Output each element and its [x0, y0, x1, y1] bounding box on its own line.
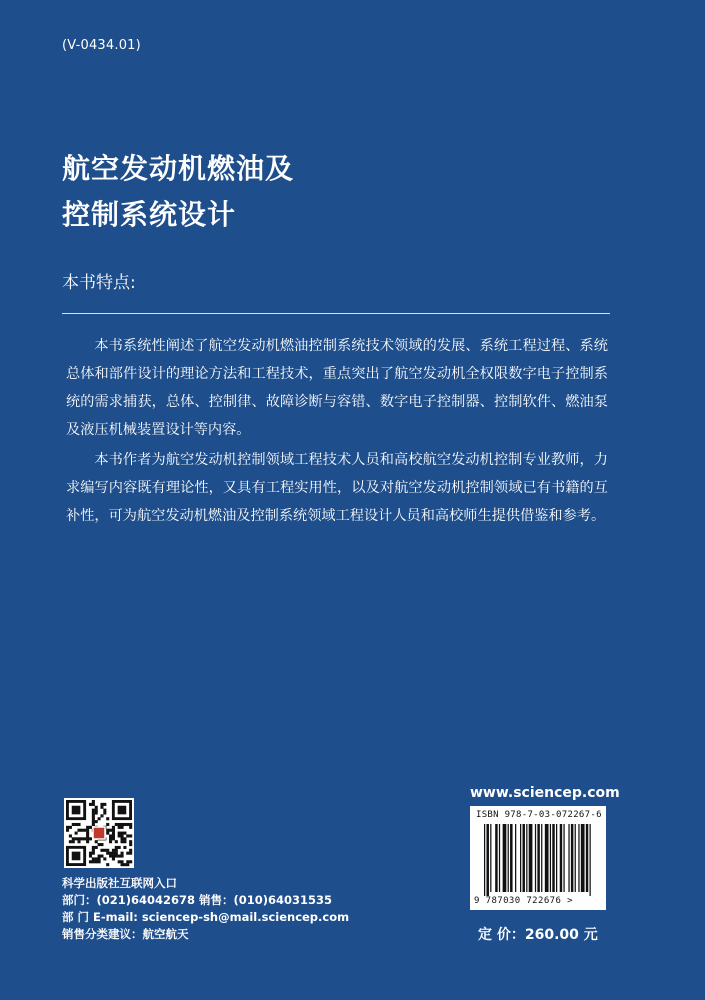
isbn-label: ISBN 978-7-03-072267-6: [476, 810, 602, 820]
barcode-digits: 9 787030 722676 >: [474, 896, 573, 906]
publisher-line-2: 部门：(021)64042678 销售：(010)64031535: [62, 893, 333, 907]
barcode: [470, 806, 606, 910]
divider: [62, 313, 610, 314]
description-paragraph-2: 本书作者为航空发动机控制领域工程技术人员和高校航空发动机控制专业教师，力求编写内容既有理论性，又具有工程实用性，以及对航空发动机控制领域已有书籍的互补性，可为航空发动机燃油及控制系统领域工程设计人员和高校师生提供借鉴和参考。: [66, 452, 608, 524]
qr-code-icon: [64, 798, 134, 868]
description-paragraph-1: 本书系统性阐述了航空发动机燃油控制系统技术领域的发展、系统工程过程、系统总体和部件设计的理论方法和工程技术，重点突出了航空发动机全权限数字电子控制系统的需求捕获，总体、控制律、故障诊断与容错、数字电子控制器、控制软件、燃油泵及液压机械装置设计等内容。: [66, 338, 608, 438]
publisher-line-3: 部 门 E-mail: sciencep-sh@mail.sciencep.com: [62, 910, 350, 924]
features-label: 本书特点:: [62, 273, 136, 293]
barcode-icon: [484, 824, 592, 896]
website-link: www.sciencep.com: [470, 785, 620, 801]
publisher-info: [62, 875, 349, 943]
publisher-line-4: 销售分类建议：航空航天: [62, 927, 189, 941]
book-title-line2: 控制系统设计: [62, 198, 237, 231]
price: 定 价：260.00 元: [478, 927, 598, 943]
book-title: [62, 146, 294, 238]
book-title-line1: 航空发动机燃油及: [62, 152, 295, 185]
publisher-line-1: 科学出版社互联网入口: [62, 876, 177, 890]
book-code: (V-0434.01): [62, 38, 141, 53]
description: [66, 332, 608, 532]
